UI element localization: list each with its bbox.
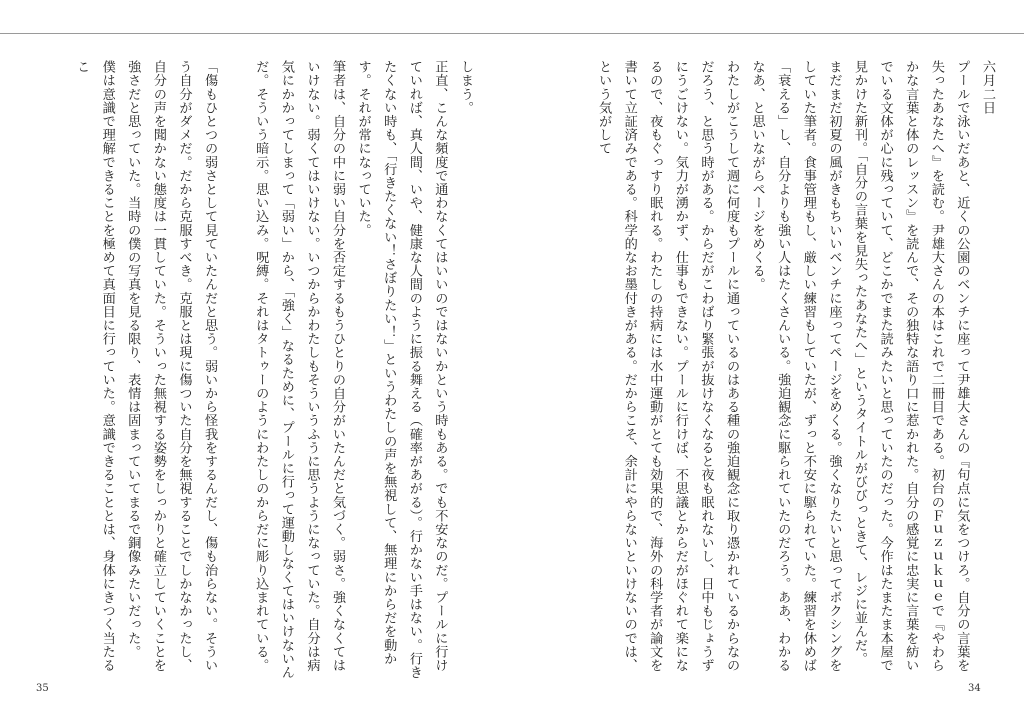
blank-line	[222, 60, 248, 680]
paragraph: 筆者は、自分の中に弱い自分を否定するもうひとりの自分がいたんだと気づく。弱さ。強くなくてはいけない。弱くてはいけない。いつからかわたしもそういうふうに思うようになっていた。自分は病気にかかってしまって「弱い」から、「強く」なるために、プールに行って運動しなくてはいけないんだ。そういう暗示。思い込み。呪縛。それはタトゥーのようにわたしのからだに彫り込まれている。	[253, 60, 346, 679]
page-left-text	[69, 60, 479, 680]
header-rule	[0, 33, 1024, 34]
paragraph: プールで泳いだあと、近くの公園のベンチに座って尹雄大さんの『句点に気をつけろ。自分の言葉を失ったあなたへ』を読む。尹雄大さんの本はこれで二冊目である。初台のＦｕｚｕｋｕｅで『やわらかな言葉と体のレッスン』を読んで、その独特な語り口に惹かれた。自分の感覚に忠実に言葉を紡いでいる文体が心に残っていて、どこかでまた読みたいと思っていたのだった。今作はたまたま本屋で見かけた新刊。「自分の言葉を見失ったあなたへ」というタイトルがびびっときて、レジに並んだ。	[852, 60, 970, 672]
paragraph: 正直、こんな頻度で通わなくてはいいのではないかという時もある。でも不安なのだ。プールに行けていれば、真人間、いや、健康な人間のように振る舞える（確率があがる）。行かない手はない。行きたくない時も、「行きたくない！さぼりたい！」というわたしの声を無視して、無理にからだを動かす。それが常になっていた。	[355, 60, 448, 679]
page-number-left: 35	[36, 683, 49, 694]
quote-paragraph: 僕は意識で理解できることを極めて真面目に行っていた。意識できることとは、身体にきつく当たるこ	[74, 60, 115, 672]
diary-date: 六月二日	[980, 60, 995, 115]
quote-paragraph: 「傷もひとつの弱さとして見ていたんだと思う。弱いから怪我をするんだし、傷も治らない。そういう自分がダメだ。だから克服すべき。克服とは現に傷ついた自分を無視することでしかなかったし、自分の声を聞かない態度は一貫していた。そういった無視する姿勢をしっかりと確立していくことを強さだと思っていた。当時の僕の写真を見る限り、表情は固まっていてまるで銅像みたいだった。	[125, 60, 218, 672]
page-left	[58, 60, 478, 680]
page-right-text	[591, 60, 1001, 680]
paragraph: わたしがこうして週に何度もプールに通っているのはある種の強迫観念に取り憑かれているからなのだろう、と思う時がある。からだがこわばり緊張が抜けなくなると夜も眠れないし、日中もじょうずにうごけない。気力が湧かず、仕事もできない。プールに行けば、不思議とからだがほぐれて楽になるので、夜もぐっすり眠れる。わたしの持病には水中運動がとても効果的で、海外の科学者が論文を書いて立証済みである。科学的なお墨付きがある。だからこそ、余計にやらないといけないのでは、という気がして	[596, 60, 740, 672]
page-right	[596, 60, 1000, 680]
page-number-right: 34	[968, 683, 981, 694]
paragraph: しまう。	[458, 60, 473, 115]
paragraph: まだまだ初夏の風がきもちいいベンチに座ってページをめくる。強くなりたいと思ってボクシングをしていた筆者。食事管理もし、厳しい練習もしていたが、ずっと不安に駆られていた。練習を休めば「衰える」し、自分よりも強い人はたくさんいる。強迫観念に駆られていたのだろう。ああ、わかるなあ、と思いながらページをめくる。	[749, 60, 842, 672]
